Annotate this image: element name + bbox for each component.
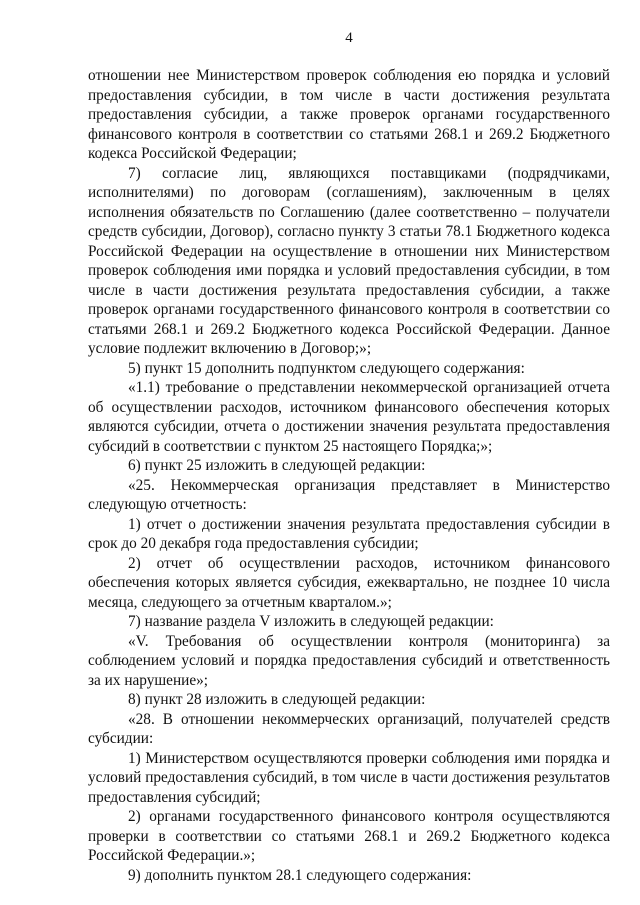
paragraph-continuation: отношении нее Министерством проверок соблюдения ею порядка и условий предоставления субсидии, в том числе в части достижения результата предоставления субсидии, а также проверок органами государственного финансового контроля в соответствии со статьями 268.1 и 269.2 Бюджетного кодекса Российской Федерации;: [88, 67, 610, 162]
document-body: [88, 66, 610, 885]
paragraph-add-point-28-1: 9) дополнить пунктом 28.1 следующего содержания:: [128, 866, 472, 884]
paragraph-amend-section-5: 7) название раздела V изложить в следующей редакции:: [128, 613, 494, 630]
paragraph-report-2: 2) отчет об осуществлении расходов, источником финансового обеспечения которых является субсидия, ежеквартально, не позднее 10 числа месяца, следующего за отчетным кварталом.»;: [88, 554, 610, 611]
paragraph-subpoint-1-1: «1.1) требование о представлении некоммерческой организацией отчета об осуществлении расходов, источником финансового обеспечения которых являются субсидии, отчета о достижении значения результата предоставления субсидий в соответствии с пунктом 25 настоящего Порядка;»;: [88, 379, 610, 455]
paragraph-amend-point-28: 8) пункт 28 изложить в следующей редакции:: [128, 691, 426, 708]
paragraph-section-5-title: «V. Требования об осуществлении контроля (мониторинга) за соблюдением условий и порядка предоставления субсидий и ответственность за их нарушение»;: [88, 632, 610, 689]
paragraph-point-25-text: «25. Некоммерческая организация представляет в Министерство следующую отчетность:: [88, 476, 610, 513]
page-number: 4: [345, 30, 353, 46]
paragraph-check-2: 2) органами государственного финансового контроля осуществляются проверки в соответствии со статьями 268.1 и 269.2 Бюджетного кодекса Российской Федерации.»;: [88, 808, 610, 864]
paragraph-item-7-consent: 7) согласие лиц, являющихся поставщиками (подрядчиками, исполнителями) по договорам (соглашениям), заключенным в целях исполнения обязательств по Соглашению (далее соответственно – получатели средств субсидии, Договор), согласно пункту 3 статьи 78.1 Бюджетного кодекса Российской Федерации на осуществление в отношении них Министерством проверок соблюдения ими порядка и условий предоставления субсидии, в том числе в части достижения результата предоставления субсидии, а также проверок органами государственного финансового контроля в соответствии со статьями 268.1 и 269.2 Бюджетного кодекса Российской Федерации. Данное условие подлежит включению в Договор;»;: [88, 164, 610, 357]
paragraph-amend-point-25: 6) пункт 25 изложить в следующей редакции:: [128, 457, 426, 474]
paragraph-report-1: 1) отчет о достижении значения результата предоставления субсидии в срок до 20 декабря года предоставления субсидии;: [88, 515, 610, 552]
paragraph-amend-point-15: 5) пункт 15 дополнить подпунктом следующего содержания:: [128, 359, 525, 377]
paragraph-check-1: 1) Министерством осуществляются проверки соблюдения ими порядка и условий предоставления субсидий, в том числе в части достижения результатов предоставления субсидий;: [88, 749, 610, 806]
paragraph-point-28-text: «28. В отношении некоммерческих организаций, получателей средств субсидии:: [88, 710, 610, 747]
